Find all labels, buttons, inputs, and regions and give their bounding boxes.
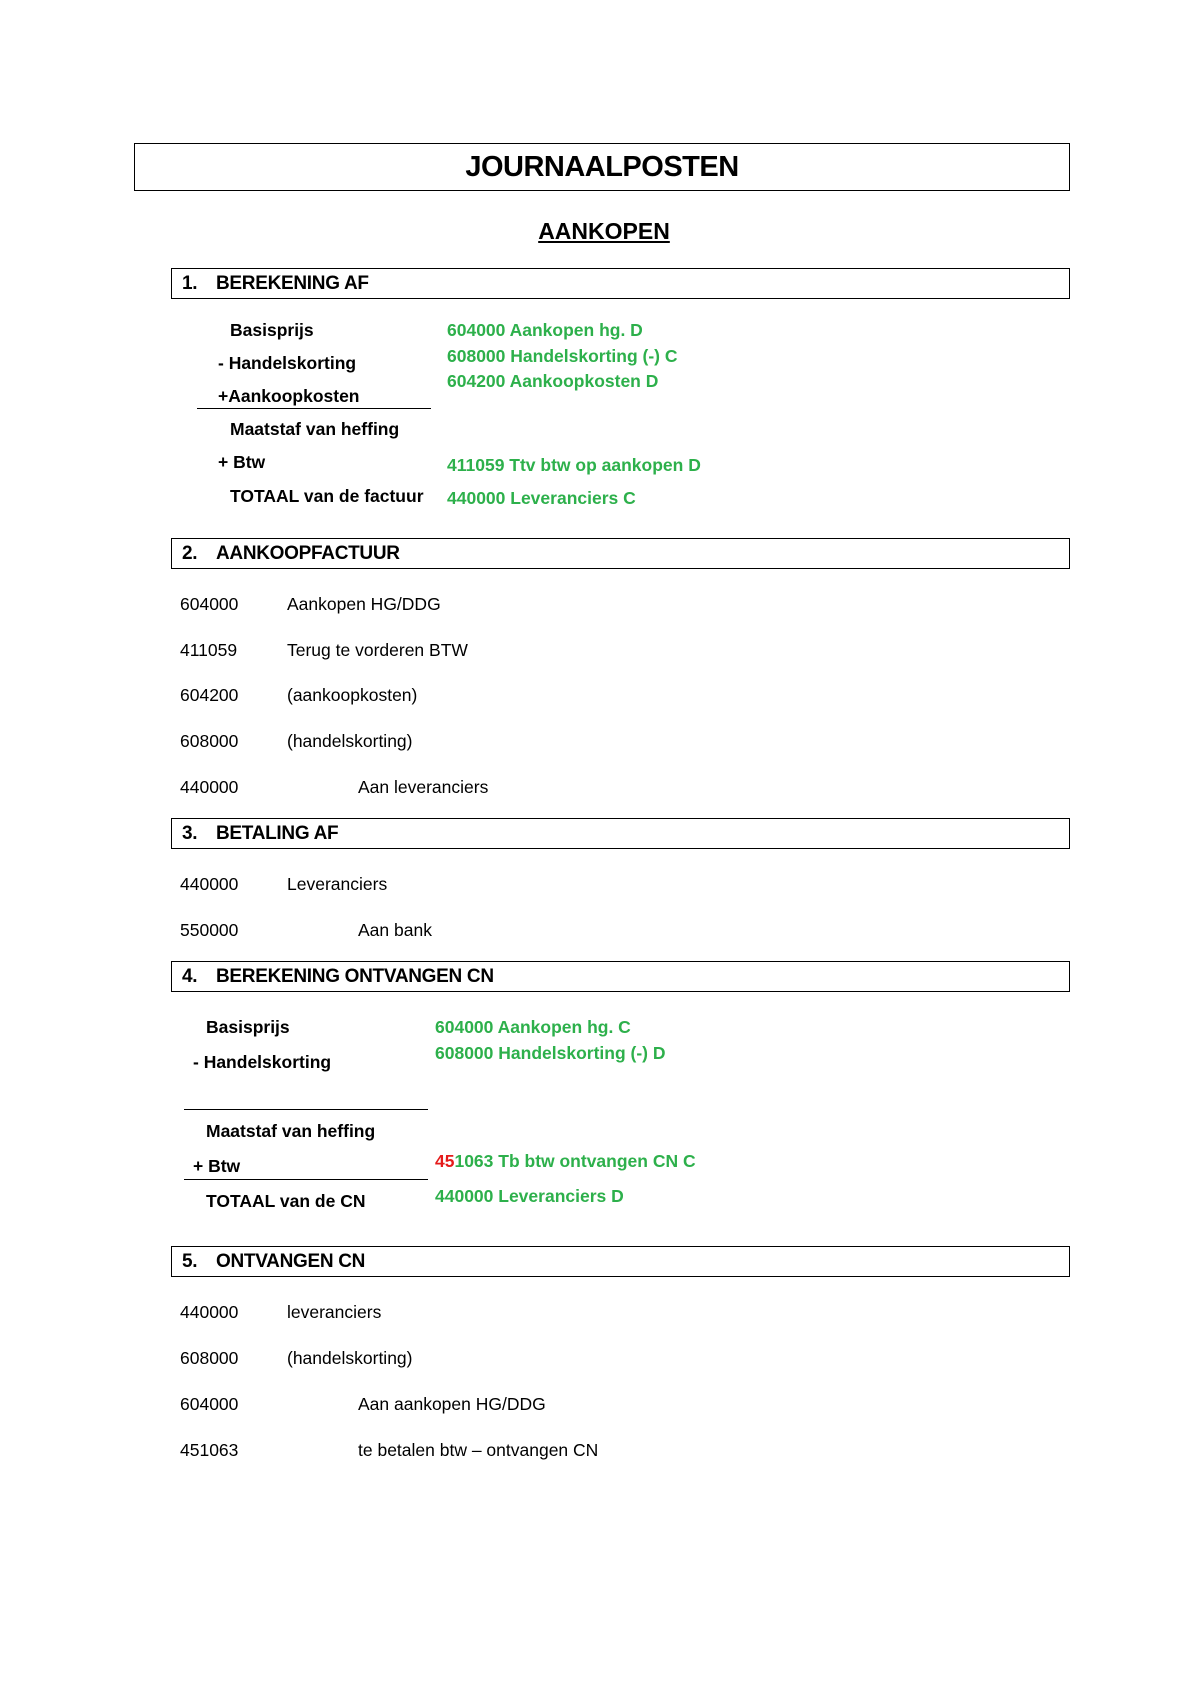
entry-code: 604000 bbox=[180, 594, 239, 614]
account-red-prefix: 45 bbox=[435, 1151, 455, 1171]
entry-desc: (handelskorting) bbox=[287, 1348, 413, 1368]
page-subtitle: AANKOPEN bbox=[538, 218, 670, 244]
account-604000: 604000 Aankopen hg. C bbox=[435, 1017, 631, 1037]
entry-code: 440000 bbox=[180, 874, 239, 894]
calc-label-btw: + Btw bbox=[193, 1156, 241, 1176]
calc-divider bbox=[197, 408, 431, 409]
account-608000: 608000 Handelskorting (-) D bbox=[435, 1043, 666, 1063]
entry-code: 608000 bbox=[180, 1348, 239, 1368]
entry-code: 604200 bbox=[180, 685, 239, 705]
account-451063 bbox=[435, 1151, 696, 1172]
account-604200: 604200 Aankoopkosten D bbox=[447, 371, 659, 391]
section-number: 1. bbox=[182, 272, 198, 294]
entry-desc: leveranciers bbox=[287, 1302, 382, 1322]
account-440000: 440000 Leveranciers D bbox=[435, 1186, 624, 1206]
account-440000: 440000 Leveranciers C bbox=[447, 488, 636, 508]
section-header-4 bbox=[171, 961, 1070, 992]
calc-label-btw: + Btw bbox=[218, 452, 266, 472]
account-604000: 604000 Aankopen hg. D bbox=[447, 320, 643, 340]
calc-label-handelskorting: - Handelskorting bbox=[193, 1052, 332, 1072]
entry-code: 440000 bbox=[180, 1302, 239, 1322]
account-411059: 411059 Ttv btw op aankopen D bbox=[447, 455, 701, 475]
section-header-2 bbox=[171, 538, 1070, 569]
section-title: BEREKENING ONTVANGEN CN bbox=[216, 965, 494, 987]
calc-divider bbox=[184, 1179, 428, 1180]
entry-desc: Aan leveranciers bbox=[358, 777, 489, 797]
entry-desc: Leveranciers bbox=[287, 874, 388, 894]
calc-label-handelskorting: - Handelskorting bbox=[218, 353, 357, 373]
section-title: BEREKENING AF bbox=[216, 272, 369, 294]
entry-code: 440000 bbox=[180, 777, 239, 797]
section-header-3 bbox=[171, 818, 1070, 849]
section-title: AANKOOPFACTUUR bbox=[216, 542, 400, 564]
entry-code: 411059 bbox=[180, 640, 238, 660]
entry-desc: (aankoopkosten) bbox=[287, 685, 418, 705]
entry-desc: (handelskorting) bbox=[287, 731, 413, 751]
section-number: 2. bbox=[182, 542, 198, 564]
entry-desc: Aankopen HG/DDG bbox=[287, 594, 441, 614]
calc-label-totaal: TOTAAL van de factuur bbox=[230, 486, 424, 506]
section-header-5 bbox=[171, 1246, 1070, 1277]
entry-code: 604000 bbox=[180, 1394, 239, 1414]
calc-label-basisprijs: Basisprijs bbox=[206, 1017, 290, 1037]
section-title: ONTVANGEN CN bbox=[216, 1250, 366, 1272]
entry-desc: Terug te vorderen BTW bbox=[287, 640, 468, 660]
entry-code: 608000 bbox=[180, 731, 239, 751]
entry-desc: Aan bank bbox=[358, 920, 432, 940]
calc-label-maatstaf: Maatstaf van heffing bbox=[206, 1121, 376, 1141]
section-header-1 bbox=[171, 268, 1070, 299]
account-rest: 1063 Tb btw ontvangen CN C bbox=[454, 1151, 696, 1171]
entry-desc: te betalen btw – ontvangen CN bbox=[358, 1440, 599, 1460]
entry-code: 451063 bbox=[180, 1440, 239, 1460]
section-title: BETALING AF bbox=[216, 822, 339, 844]
calc-label-maatstaf: Maatstaf van heffing bbox=[230, 419, 400, 439]
entry-desc: Aan aankopen HG/DDG bbox=[358, 1394, 546, 1414]
section-number: 5. bbox=[182, 1250, 198, 1272]
entry-code: 550000 bbox=[180, 920, 239, 940]
calc-label-basisprijs: Basisprijs bbox=[230, 320, 314, 340]
section-number: 4. bbox=[182, 965, 198, 987]
calc-label-aankoopkosten: +Aankoopkosten bbox=[218, 386, 360, 406]
account-608000: 608000 Handelskorting (-) C bbox=[447, 346, 678, 366]
page-title: JOURNAALPOSTEN bbox=[134, 143, 1070, 191]
calc-label-totaal: TOTAAL van de CN bbox=[206, 1191, 366, 1211]
calc-divider bbox=[184, 1109, 428, 1110]
section-number: 3. bbox=[182, 822, 198, 844]
